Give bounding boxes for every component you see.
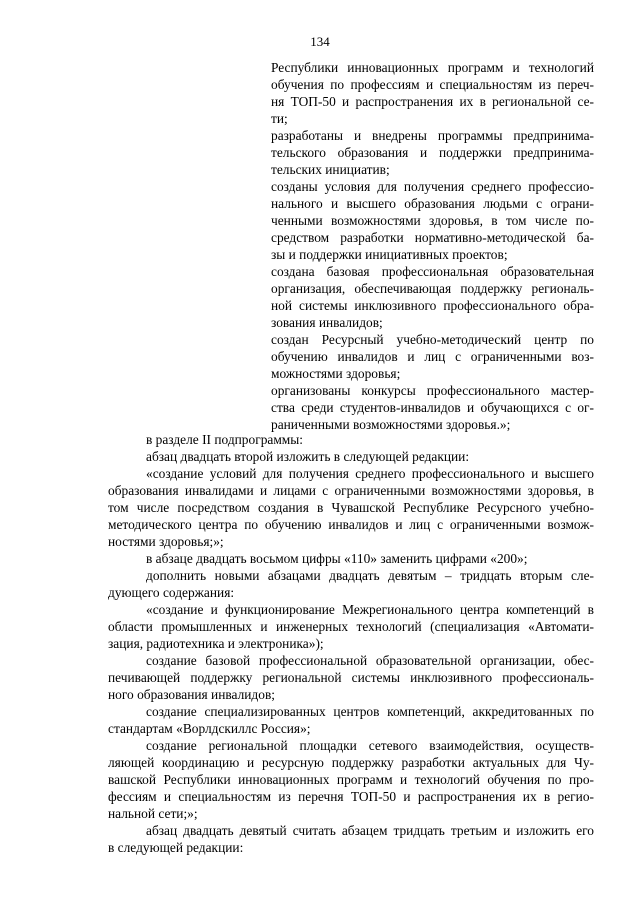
text-line: ной системы инклюзивного профессионального обра- (271, 298, 594, 313)
text-line: фессиям и специальностям из перечня ТОП-50 и распространения их в регио- (108, 789, 594, 804)
text-line: создание базовой профессиональной образовательной организации, обес- (146, 653, 594, 668)
text-line: средством разработки нормативно-методической ба- (271, 230, 594, 245)
text-line: ностями здоровья;»; (108, 534, 224, 549)
text-line: создан Ресурсный учебно-методический центр по (271, 332, 594, 347)
text-line: создание специализированных центров компетенций, аккредитованных по (146, 704, 594, 719)
text-line: стандартам «Ворлдскиллс Россия»; (108, 721, 311, 736)
text-line: печивающей поддержку региональной системы инклюзивного профессиональ- (108, 670, 594, 685)
text-line: тельских инициатив; (271, 162, 390, 177)
text-line: ства среди студентов-инвалидов и обучающихся с ог- (271, 400, 594, 415)
text-line: дополнить новыми абзацами двадцать девятым – тридцать вторым сле- (146, 568, 594, 583)
text-line: организация, обеспечивающая поддержку региональ- (271, 281, 594, 296)
text-line: в разделе II подпрограммы: (146, 432, 303, 447)
text-line: раниченными возможностями здоровья.»; (271, 417, 511, 432)
text-line: методического центра по обучению инвалидов и лиц с ограниченными возмож- (108, 517, 594, 532)
text-line: нального и высшего образования людьми с ограни- (271, 196, 594, 211)
text-line: ти; (271, 111, 288, 126)
text-line: абзац двадцать девятый считать абзацем тридцать третьим и изложить его (146, 823, 594, 838)
text-line: созданы условия для получения среднего профессио- (271, 179, 594, 194)
text-line: разработаны и внедрены программы предпринима- (271, 128, 594, 143)
text-line: зования инвалидов; (271, 315, 383, 330)
right-column-text (271, 59, 594, 433)
text-line: зация, радиотехника и электроника»); (108, 636, 324, 651)
text-line: абзац двадцать второй изложить в следующей редакции: (146, 449, 470, 464)
text-line: зы и поддержки инициативных проектов; (271, 247, 508, 262)
text-line: нальной сети;»; (108, 806, 198, 821)
main-text-block (108, 431, 594, 856)
text-line: «создание и функционирование Межрегионального центра компетенций в (146, 602, 594, 617)
text-line: тельского образования и поддержки предпринима- (271, 145, 594, 160)
text-line: том числе посредством создания в Чувашской Республике Ресурсного учебно- (108, 500, 594, 515)
text-line: «создание условий для получения среднего профессионального и высшего (146, 466, 594, 481)
text-line: ляющей координацию и ресурсную поддержку разработки актуальных для Чу- (108, 755, 594, 770)
text-line: Республики инновационных программ и технологий (271, 60, 594, 75)
text-line: в следующей редакции: (108, 840, 244, 855)
text-line: можностями здоровья; (271, 366, 401, 381)
text-line: ного образования инвалидов; (108, 687, 275, 702)
text-line: ченными возможностями здоровья, в том числе по- (271, 213, 594, 228)
page-number: 134 (310, 34, 330, 49)
text-line: обучения по профессиям и специальностям из переч- (271, 77, 594, 92)
text-line: в абзаце двадцать восьмом цифры «110» заменить цифрами «200»; (146, 551, 528, 566)
text-line: создание региональной площадки сетевого взаимодействия, осуществ- (146, 738, 594, 753)
text-line: создана базовая профессиональная образовательная (271, 264, 594, 279)
text-line: области промышленных и инженерных технологий (специализация «Автомати- (108, 619, 594, 634)
text-line: вашской Республики инновационных программ и технологий обучения по про- (108, 772, 594, 787)
text-line: организованы конкурсы профессионального мастер- (271, 383, 594, 398)
text-line: образования инвалидами и лицами с ограниченными возможностями здоровья, в (108, 483, 594, 498)
text-line: ня ТОП-50 и распространения их в региональной се- (271, 94, 594, 109)
text-line: дующего содержания: (108, 585, 235, 600)
text-line: обучению инвалидов и лиц с ограниченными воз- (271, 349, 594, 364)
